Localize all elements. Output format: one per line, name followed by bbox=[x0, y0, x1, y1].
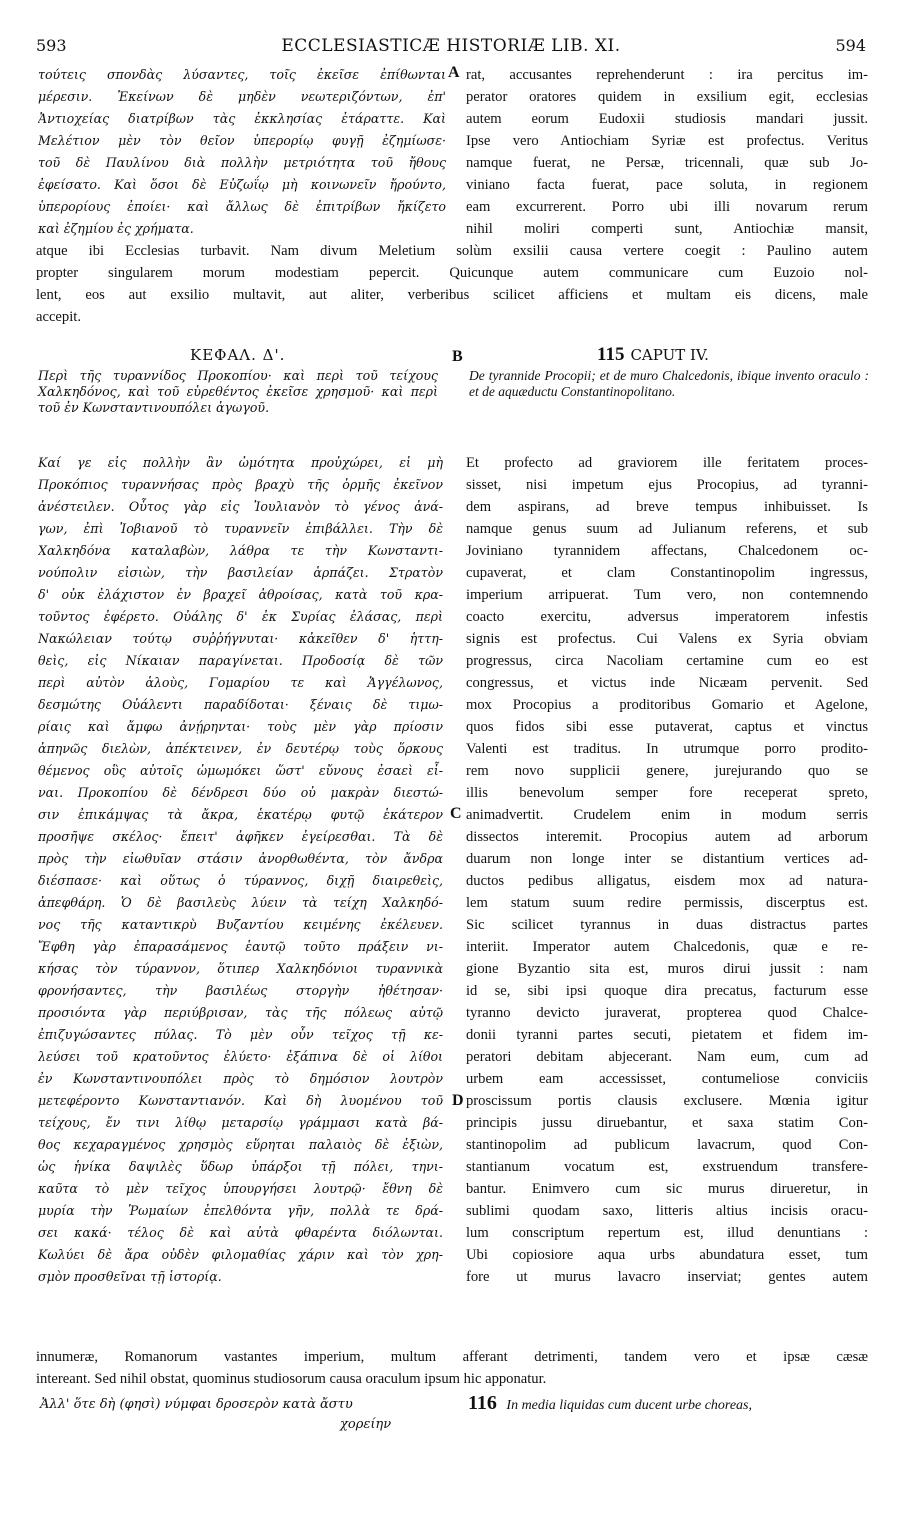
latin-text-line: illis benevolum semper fore receperat spreto, bbox=[466, 785, 868, 801]
greek-text-line: θεὶς, εἰς Νίκαιαν παραγίνεται. Προδοσίᾳ δὲ τῶν bbox=[38, 653, 443, 668]
latin-text-line: eam excurrerent. Porro ubi illi novarum rerum bbox=[466, 199, 868, 215]
body-latin-column bbox=[466, 452, 868, 1288]
greek-text-line: ἐν Κωνσταντινουπόλει πρὸς τὸ δημόσιον λουτρὸν bbox=[38, 1071, 443, 1086]
chapter-heading-latin bbox=[597, 344, 709, 366]
latin-text-line: dem aspirans, ad breve tempus inhibuisset. Is bbox=[466, 499, 868, 515]
latin-text-line: dissectos interemit. Procopius autem ad arborum bbox=[466, 829, 868, 845]
latin-text-line: stantinopolim ad publicum lavacrum, quod Con- bbox=[466, 1137, 868, 1153]
chapter-number-latin: 115 bbox=[597, 344, 625, 365]
greek-text-line: Ἀντιοχείας διατρίβων τὰς ἐκκλησίας ἐτάραττε. Καὶ bbox=[38, 111, 446, 126]
greek-text-line: φρονήσαντες, τὴν βασιλέως στοργὴν ἠθέτησαν· bbox=[38, 983, 443, 998]
latin-text-line: nihil moliri comperti sunt, Antiochiæ mansit, bbox=[466, 221, 868, 237]
greek-text-line: ἐφείσατο. Καὶ ὅσοι δὲ Εὐζωΐῳ μὴ κοινωνεῖν ἤρούντο, bbox=[38, 177, 446, 192]
latin-text-line: tyranno devicto juraverat, propterea quod Chalce- bbox=[466, 1005, 868, 1021]
greek-text-line: ναι. Προκοπίου δὲ δένδρεσι δύο οὐ μακρὰν διεστώ- bbox=[38, 785, 443, 800]
greek-text-line: μετεφέροντο Κωνσταντιανόν. Καὶ δὴ λυομένου τοῦ bbox=[38, 1093, 443, 1108]
greek-text-line: σει κακά· τέλος δὲ καὶ αὐτὰ φθαρέντα διόλωνται. bbox=[38, 1225, 443, 1240]
greek-text-line: Καί γε εἰς πολλὴν ἂν ὠμότητα προὐχώρει, εἰ μὴ bbox=[38, 455, 443, 470]
greek-text-line: λεύσει τοῦ κρατοῦντος ἐλύετο· ἐξάπινα δὲ οἱ λίθοι bbox=[38, 1049, 443, 1064]
oracle-latin-text: In media liquidas cum ducent urbe choreas, bbox=[506, 1398, 753, 1413]
full-width-paragraph bbox=[36, 240, 868, 328]
oracle-greek bbox=[40, 1395, 460, 1435]
latin-text-line: Sic scilicet tyrannus in duas distractus partes bbox=[466, 917, 868, 933]
latin-text-line: lent, eos aut exsilio multavit, aut aliter, verberibus scilicet afficiens et multam eis dicens, male bbox=[36, 287, 868, 303]
greek-text-line: νος τῆς καταντικρὺ Βυζαντίου κειμένης ἐκέλευεν. bbox=[38, 917, 443, 932]
latin-text-line: interiit. Imperator autem Chalcedonis, quæ e re- bbox=[466, 939, 868, 955]
oracle-greek-line-1: Ἀλλ' ὅτε δὴ (φησὶ) νύμφαι δροσερὸν κατὰ ἄστυ bbox=[40, 1397, 353, 1412]
chapter-heading-greek: ΚΕΦΑΛ. Δ'. bbox=[190, 346, 286, 364]
closing-paragraph bbox=[36, 1346, 868, 1390]
latin-text-line: Joviniano tyrannidem affectans, Chalcedonem oc- bbox=[466, 543, 868, 559]
latin-text-line: lum conscriptum repertum est, illud denuntians : bbox=[466, 1225, 868, 1241]
latin-text-line: ductos pedibus alligatus, eisdem mox ad natura- bbox=[466, 873, 868, 889]
body-greek-column bbox=[38, 452, 443, 1288]
latin-text-line: urbem eam accessisset, contumeliose conviciis bbox=[466, 1071, 868, 1087]
greek-text-line: τείχους, ἔν τινι λίθῳ μεταρσίῳ γράμμασι κατὰ βά- bbox=[38, 1115, 443, 1130]
oracle-latin bbox=[468, 1392, 752, 1415]
latin-text-line: namque genus suum ad Julianum referens, et sub bbox=[466, 521, 868, 537]
latin-text-line: id se, sibi ipsi quoque dira precatus, facturum esse bbox=[466, 983, 868, 999]
latin-text-line: bantur. Enimvero cum sic murus dirueretur, in bbox=[466, 1181, 868, 1197]
greek-text-line: καῦτα τὸ μὲν τεῖχος ὑπουργήσει λουτρῷ· ἔθνη δὲ bbox=[38, 1181, 443, 1196]
latin-text-line: propter singularem morum modestiam pepercit. Quicunque autem communicare cum Euzoio nol- bbox=[36, 265, 868, 281]
latin-text-line: principis jussu diruebantur, et saxa statim Con- bbox=[466, 1115, 868, 1131]
latin-text-line: peratori debitam abjecerant. Nam eum, cum ad bbox=[466, 1049, 868, 1065]
greek-text-line: δ' οὐκ ἐλάχιστον ἐν βραχεῖ ἀθροίσας, κατὰ τοῦ κρα- bbox=[38, 587, 443, 602]
greek-text-line: ἀνέστειλεν. Οὗτος γὰρ εἰς Ἰουλιανὸν τὸ γένος ἀνά- bbox=[38, 499, 443, 514]
latin-text-line: imperium arripuerat. Tum vero, non contemnendo bbox=[466, 587, 868, 603]
page-number-right: 594 bbox=[835, 36, 866, 55]
top-latin-column bbox=[466, 64, 868, 240]
greek-text-line: δεσμώτης Οὐάλεντι παραδίδοται· ξέναις δὲ τιμω- bbox=[38, 697, 443, 712]
latin-text-line: proscissum portis clausis exclusere. Mœnia igitur bbox=[466, 1093, 868, 1109]
greek-text-line: μέρεσιν. Ἐκείνων δὲ μηδὲν νεωτεριζόντων, ἐπ' bbox=[38, 89, 446, 104]
latin-text-line: sublimi quodam saxo, litteris altius incisis oracu- bbox=[466, 1203, 868, 1219]
greek-text-line: προσιόντα γὰρ περιύβρισαν, τὰς τῆς πόλεως αὐτῷ bbox=[38, 1005, 443, 1020]
greek-text-line: τοῦντος ἐφέρετο. Οὐάλης δ' ἐκ Συρίας ἐλάσας, περὶ bbox=[38, 609, 443, 624]
greek-text-line: ὑπερορίους ἐποίει· καὶ ἄλλως δὲ ἐπιτρίβων ἤκίζετο bbox=[38, 199, 446, 214]
latin-text-line: innumeræ, Romanorum vastantes imperium, multum afferant detrimenti, tandem vero et ipsæ cæsæ bbox=[36, 1349, 868, 1365]
greek-text-line: μυρία τὴν Ῥωμαίων ἐπελθόντα γῆν, πολλὰ τε δρά- bbox=[38, 1203, 443, 1218]
latin-text-line: stantianum vocatum est, exstruendum transfere- bbox=[466, 1159, 868, 1175]
running-header bbox=[36, 36, 866, 58]
greek-text-line: σμὸν προσθεῖναι τῇ ἱστορίᾳ. bbox=[38, 1269, 222, 1284]
page-number-left: 593 bbox=[36, 36, 67, 55]
latin-text-line: accepit. bbox=[36, 309, 81, 325]
chapter-summary-latin: De tyrannide Procopii; et de muro Chalcedonis, ibique invento oraculo : et de aquæductu Constantinopolitano. bbox=[469, 368, 869, 399]
greek-text-line: τοῦ δὲ Παυλίνου διὰ πολλὴν μετριότητα τοῦ ἤθους bbox=[38, 155, 446, 170]
chapter-title-latin: CAPUT IV. bbox=[630, 346, 709, 364]
latin-text-line: duarum non longe inter se distantium vertices ad- bbox=[466, 851, 868, 867]
latin-text-line: animadvertit. Crudelem enim in modum serris bbox=[466, 807, 868, 823]
greek-text-line: κήσας τὸν τύραννον, ὅτιπερ Χαλκηδόνιοι τυραννικὰ bbox=[38, 961, 443, 976]
greek-text-line: ἀπεφθάρη. Ὁ δὲ βασιλεὺς λύειν τὰ τείχη Χαλκηδό- bbox=[38, 895, 443, 910]
section-marker-a: A bbox=[448, 64, 460, 81]
latin-text-line: signis est profectus. Cui Valens ex Syria obviam bbox=[466, 631, 868, 647]
top-greek-column bbox=[38, 64, 446, 240]
latin-text-line: donii tyranni partes secuti, pietatem et fidem im- bbox=[466, 1027, 868, 1043]
oracle-greek-line-2: χορείην bbox=[340, 1417, 392, 1432]
latin-text-line: lem statum suum redire permissis, discerptus est. bbox=[466, 895, 868, 911]
greek-text-line: νούπολιν εἰσιὼν, τὴν βασιλείαν ἁρπάζει. Στρατὸν bbox=[38, 565, 443, 580]
section-marker-c: C bbox=[450, 805, 462, 822]
greek-text-line: σιν ἐπικάμψας τὰ ἄκρα, ἑκατέρῳ φυτῷ ἑκάτερον bbox=[38, 807, 443, 822]
latin-text-line: rem novo supplicii genere, jurejurando quo se bbox=[466, 763, 868, 779]
latin-text-line: Et profecto ad graviorem ille feritatem proces- bbox=[466, 455, 868, 471]
greek-text-line: τούτεις σπονδὰς λύσαντες, τοῖς ἐκεῖσε ἐπίθωνται bbox=[38, 67, 446, 82]
latin-text-line: viniano facta fuerat, pace soluta, in regionem bbox=[466, 177, 868, 193]
greek-text-line: θέμενος οὓς αὐτοῖς ὠμωμόκει ὥστ' εὔνους ἐσαεὶ εἶ- bbox=[38, 763, 443, 778]
greek-text-line: Μελέτιον μὲν τὸν θεῖον ὑπερορίῳ φυγῇ ἐζημίωσε· bbox=[38, 133, 446, 148]
latin-text-line: autem eorum Eudoxii studiosis mandari jussit. bbox=[466, 111, 868, 127]
greek-text-line: θος κεχαραγμένος χρησμὸς εὕρηται παλαιὸς δὲ ἐξιὼν, bbox=[38, 1137, 443, 1152]
latin-text-line: gione Byzantio sita est, muros dirui jussit : nam bbox=[466, 961, 868, 977]
latin-text-line: sisset, nisi impetum ejus Procopius, ad tyranni- bbox=[466, 477, 868, 493]
greek-text-line: ρίαις καὶ ἄμφω ἀνῄρηνται· τοὺς μὲν γὰρ πρίοσιν bbox=[38, 719, 443, 734]
greek-text-line: πρὸς τὴν εἰωθυῖαν στάσιν ἀνορθωθέντα, τὸν ἄνδρα bbox=[38, 851, 443, 866]
section-marker-d: D bbox=[452, 1092, 464, 1109]
latin-text-line: perator oratores quidem in exsilium egit, ecclesias bbox=[466, 89, 868, 105]
latin-text-line: Ipse vero Antiochiam Syriæ est profectus. Veritus bbox=[466, 133, 868, 149]
latin-text-line: Ubi copiosiore aqua urbs abundatura esset, tum bbox=[466, 1247, 868, 1263]
greek-text-line: Κωλύει δὲ ἄρα οὐδὲν φιλομαθίας χάριν καὶ τὸν χρη- bbox=[38, 1247, 443, 1262]
latin-text-line: intereant. Sed nihil obstat, quominus studiosorum causa oraculum ipsum hic apponatur. bbox=[36, 1371, 547, 1387]
greek-text-line: Προκόπιος τυραννήσας πρὸς βραχὺ τῆς ὁρμῆς ἐκεῖνον bbox=[38, 477, 443, 492]
greek-text-line: ἐπιζυγώσαντες πύλας. Τὸ μὲν οὖν τεῖχος τῇ κε- bbox=[38, 1027, 443, 1042]
greek-text-line: ἀπηνῶς διελὼν, ἀπέκτεινεν, ἐν δευτέρῳ τοὺς ὅρκους bbox=[38, 741, 443, 756]
latin-text-line: congressus, et victus inde Nicæam pervenit. Sed bbox=[466, 675, 868, 691]
greek-text-line: γων, ἐπὶ Ἰοβιανοῦ τὸ τυραννεῖν ἐπιβάλλει. Τὴν δὲ bbox=[38, 521, 443, 536]
running-title: ECCLESIASTICÆ HISTORIÆ LIB. XI. bbox=[281, 36, 621, 56]
greek-text-line: Χαλκηδόνα καταλαβὼν, λάθρα τε τὴν Κωνσταντι- bbox=[38, 543, 443, 558]
latin-text-line: fore ut murus lavacro inserviat; gentes autem bbox=[466, 1269, 868, 1285]
section-marker-b: B bbox=[452, 348, 463, 365]
latin-text-line: Valenti est traditus. In utrumque porro prodito- bbox=[466, 741, 868, 757]
latin-text-line: quos fidos sibi esse putaverat, captus et vinctus bbox=[466, 719, 868, 735]
chapter-summary-greek: Περὶ τῆς τυραννίδος Προκοπίου· καὶ περὶ τοῦ τείχους Χαλκηδόνος, καὶ τοῦ εὑρεθέντος ἐκεῖσε χρησμοῦ· καὶ περὶ τοῦ ἐν Κωνσταντινουπόλει ἀγωγοῦ. bbox=[38, 368, 438, 415]
greek-text-line: Νακώλειαν τούτῳ συῤῥήγνυται· κἀκεῖθεν δ' ἡττη- bbox=[38, 631, 443, 646]
latin-text-line: atque ibi Ecclesias turbavit. Nam divum Meletium solùm exsilii causa vertere coegit : Paulino autem bbox=[36, 243, 868, 259]
greek-text-line: Ἔφθη γὰρ ἐπαρασάμενος ἑαυτῷ τοῦτο πράξειν νι- bbox=[38, 939, 443, 954]
latin-text-line: progressus, circa Nacoliam certamine cum eo est bbox=[466, 653, 868, 669]
latin-text-line: coacto exercitu, adversus imperatorem infestis bbox=[466, 609, 868, 625]
oracle-latin-number: 116 bbox=[468, 1392, 497, 1414]
latin-text-line: namque fuerat, ne Persæ, tricennali, quæ sub Jo- bbox=[466, 155, 868, 171]
latin-text-line: mox Procopius a proditoribus Gomario et Agelone, bbox=[466, 697, 868, 713]
greek-text-line: καὶ ἐζημίου ἐς χρήματα. bbox=[38, 221, 194, 236]
greek-text-line: προσῆψε σκέλος· ἔπειτ' ἀφῆκεν ἐγείρεσθαι. Τὰ δὲ bbox=[38, 829, 443, 844]
latin-text-line: rat, accusantes reprehenderunt : ira percitus im- bbox=[466, 67, 868, 83]
latin-text-line: cupaverat, et clam Constantinopolim ingressus, bbox=[466, 565, 868, 581]
greek-text-line: διέσπασε· καὶ οὕτως ὁ τύραννος, διχῇ διαιρεθεὶς, bbox=[38, 873, 443, 888]
greek-text-line: περὶ αὐτὸν ἁλοὺς, Γομαρίου τε καὶ Ἀγγέλωνος, bbox=[38, 675, 443, 690]
greek-text-line: ὡς ἡνίκα δαψιλὲς ὕδωρ ὑπάρξοι τῇ πόλει, τηνι- bbox=[38, 1159, 443, 1174]
